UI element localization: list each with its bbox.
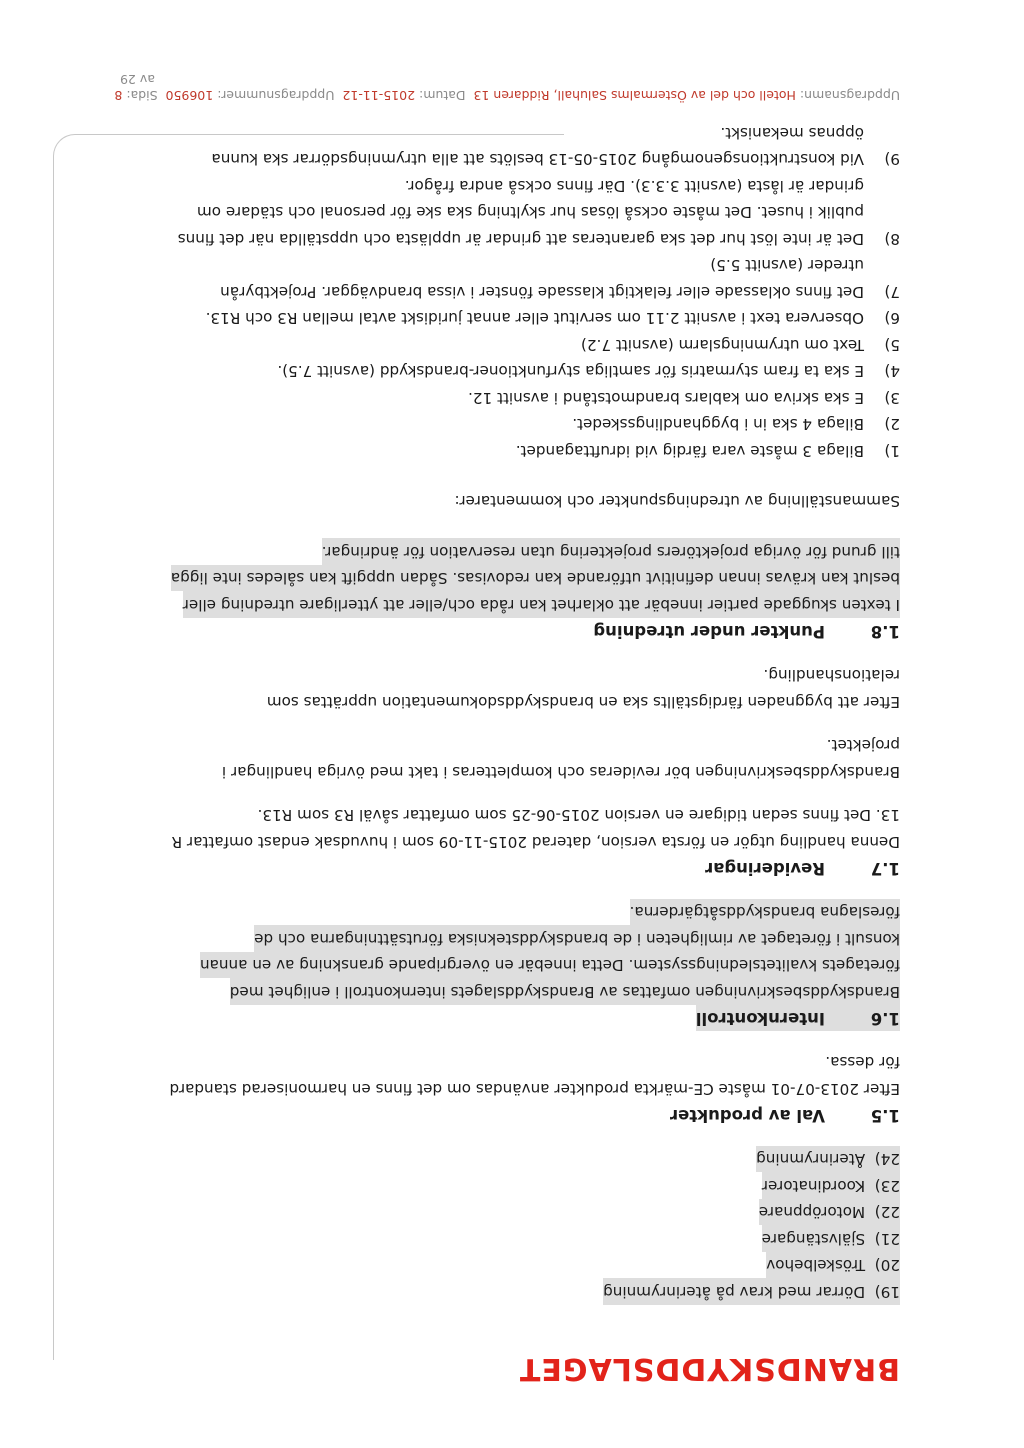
- footer-page-value: 8: [114, 88, 123, 103]
- list-item: 23) Koordinatorer: [160, 1173, 900, 1200]
- footer-page-label: Sida:: [126, 88, 158, 103]
- list-item: 1) Bilaga 3 måste vara färdig vid idrufttagandet.: [515, 442, 900, 460]
- section-heading-1-8: 1.8 Punkter under utredning: [593, 622, 900, 641]
- footer-date-value: 2015-11-12: [342, 88, 416, 103]
- list-item: 3) E ska skriva om kablars brandmotstånd i avsnitt 12.: [468, 389, 900, 407]
- paragraph: Efter 2013-07-01 måste CE-märkta produkter användas om det finns en harmoniserad standard för dessa.: [169, 1053, 900, 1098]
- list-item: 19) Dörrar med krav på återinrymning: [160, 1279, 900, 1306]
- section-heading-1-5: 1.5 Val av produkter: [669, 1106, 900, 1125]
- list-item: 22) Motoröppnare: [160, 1199, 900, 1226]
- footer-name-value: Hotell och del av Östermalms Saluhall, Riddaren 13: [473, 88, 796, 103]
- footer-page-total: av 29: [120, 72, 155, 87]
- list-item: 2) Bilaga 4 ska in i bygghandlingsskedet.: [572, 415, 900, 434]
- page-footer: [114, 72, 900, 103]
- list-item: 5) Text om utrymningslarm (avsnitt 7.2): [580, 336, 900, 354]
- list-item: 7) Det finns oklassade eller felaktigt klassade fönster i vissa brandväggar. Projektbyrån utreder (avsnitt 5.5): [220, 256, 900, 301]
- utredning-list: [160, 120, 900, 465]
- paragraph: Denna handling utgör en första version, daterad 2015-11-09 som i huvudsak endast omfattar R 13. Det finns sedan tidigare en version 2015-06-25 som omfattar såväl R3 som R13.: [171, 806, 900, 851]
- footer-date-label: Datum:: [419, 88, 466, 103]
- list-item: 24) Återinrymning: [160, 1146, 900, 1173]
- footer-number-value: 106950: [165, 88, 214, 103]
- list-item: 4) E ska ta fram styrmatris för samtliga styrfunktioner-brandskydd (avsnitt 7.5).: [277, 362, 900, 381]
- section-heading-1-7: 1.7 Revideringar: [705, 859, 900, 878]
- paragraph: Efter att byggnaden färdigställts ska en brandskyddsdokumentation upprättas som relationshandling.: [266, 666, 900, 711]
- summary-heading: Sammanställning av utredningspunkter och kommentarer:: [454, 492, 900, 511]
- paragraph-highlighted: Brandskyddsbeskrivningen omfattas av Brandskyddslagets internkontroll i enlighet med företagets kvalitetsledningssystem. Detta innebär en övergripande granskning av en annan konsult i företaget av rimligheten i de brandskyddstekniska förutsättningarna och de föreslagna brandskyddsåtgärderna.: [160, 899, 900, 1005]
- paragraph-highlighted: I texten skuggade partier innebär att oklarhet kan råda och/eller att ytterligare utredning eller beslut kan krävas innan definitivt utförande kan redovisas. Sådan uppgift kan således inte ligga till grund för övriga projektörers projektering utan reservation för ändringar.: [160, 539, 900, 619]
- list-item: 6) Observera text i avsnitt 2.11 om servitut eller annat juridiskt avtal mellan R3 och R13.: [205, 309, 900, 328]
- section-heading-1-6: 1.6 Internkontroll: [160, 1005, 900, 1031]
- document-body: [160, 120, 900, 1306]
- footer-name-label: Uppdragsnamn:: [799, 88, 900, 103]
- footer-number-label: Uppdragsnummer:: [217, 88, 335, 103]
- list-item: 21) Självstängare: [160, 1226, 900, 1253]
- list-item: 8) Det är inte löst hur det ska garanteras att grindar är upplästa och uppställda när det finns publik i huset. Det måste också lösas hur skyltning ska ske för personal och städare om grindar är låsta (avsnitt 3.3.3). Där finns också andra frågor.: [177, 177, 900, 248]
- list-item: 20) Tröskelbehov: [160, 1252, 900, 1279]
- list-continued: [160, 1146, 900, 1305]
- brandskyddslaget-logo: BRANDSKYDDSLAGET: [518, 1351, 900, 1386]
- list-item: 9) Vid konstruktionsgenomgång 2015-05-13 beslöts att alla utrymningsdörrar ska kunna öppnas mekaniskt.: [211, 124, 900, 169]
- paragraph: Brandskyddsbeskrivningen bör revideras och kompletteras i takt med övriga handlingar i projektet.: [221, 736, 900, 781]
